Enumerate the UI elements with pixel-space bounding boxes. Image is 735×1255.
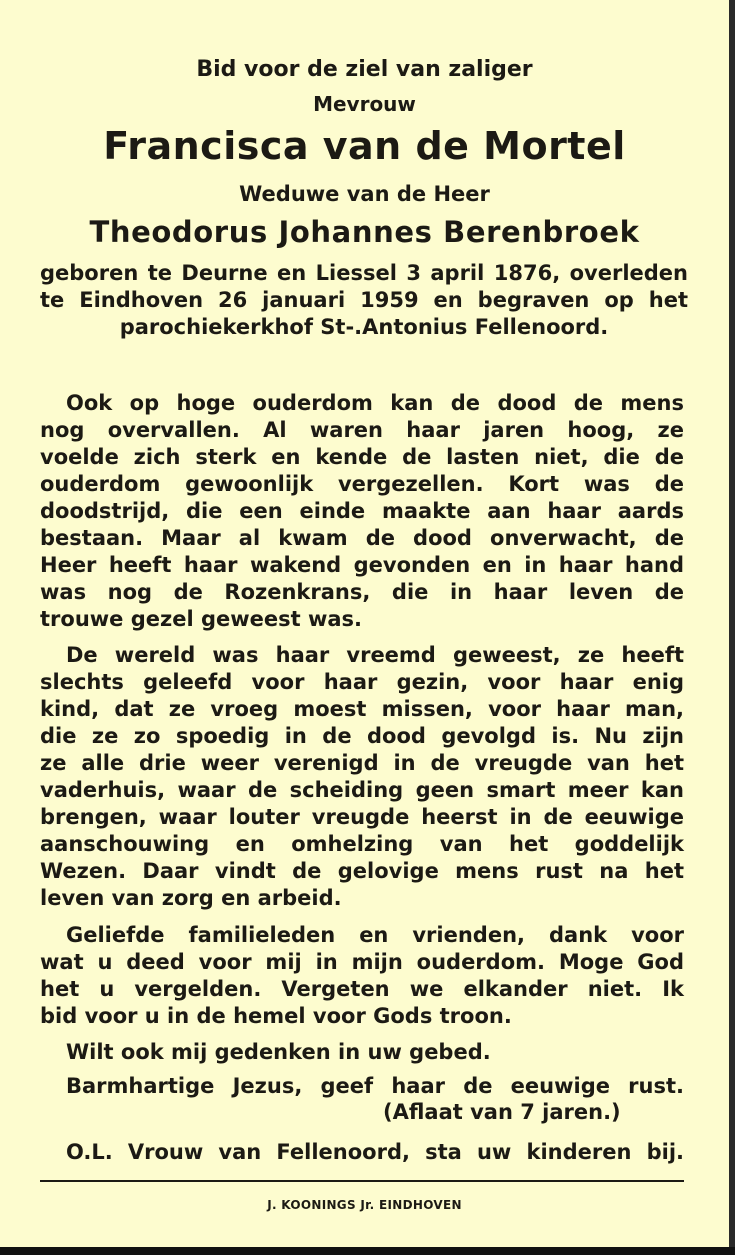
text-line: leven van zorg en arbeid. [40,886,342,910]
text-line: Heer heeft haar wakend gevonden en in haar hand [40,553,684,577]
text-line: Geliefde familieleden en vrienden, dank voor [66,923,684,947]
text-line: brengen, waar louter vreugde heerst in de eeuwige [40,805,684,829]
text-line: voelde zich sterk en kende de lasten niet, die de [40,445,684,469]
card-edge-shadow [729,0,735,1255]
husband-name: Theodorus Johannes Berenbroek [89,215,640,249]
text-line: vaderhuis, waar de scheiding geen smart meer kan [40,778,684,802]
text-line: doodstrijd, die een einde maakte aan haar aards [40,499,684,523]
text-line: Ook op hoge ouderdom kan de dood de mens [66,391,684,415]
text-line: trouwe gezel geweest was. [40,607,363,631]
prayer-request: Wilt ook mij gedenken in uw gebed. [66,1040,491,1064]
text-line: Wezen. Daar vindt de gelovige mens rust na het [40,859,684,883]
birth-line: geboren te Deurne en Liessel 3 april 1876, overleden [40,261,688,285]
text-line: ouderdom gewoonlijk vergezellen. Kort was de [40,472,684,496]
prayer-heading: Bid voor de ziel van zaliger [196,57,533,82]
text-line: bestaan. Maar al kwam de dood onverwacht, de [40,526,684,550]
text-line: ze alle drie weer verenigd in de vreugde van het [40,751,684,775]
widow-line: Weduwe van de Heer [239,182,490,206]
card-edge-shadow [0,1247,735,1255]
text-line: die ze zo spoedig in de dood gevolgd is. Nu zijn [40,724,684,748]
text-line: De wereld was haar vreemd geweest, ze heeft [66,643,684,667]
paragraph-1 [40,390,684,633]
text-line: nog overvallen. Al waren haar jaren hoog, ze [40,418,684,442]
prayer-barmhartige: Barmhartige Jezus, geef haar de eeuwige rust. [66,1074,684,1098]
text-line: het u vergelden. Vergeten we elkander niet. Ik [40,977,684,1001]
text-line: aanschouwing en omhelzing van het goddelijk [40,832,684,856]
text-line: bid voor u in de hemel voor Gods troon. [40,1004,512,1028]
divider [40,1180,684,1182]
text-line: kind, dat ze vroeg moest missen, voor haar man, [40,697,684,721]
deceased-name: Francisca van de Mortel [103,124,626,168]
birth-line: te Eindhoven 26 januari 1959 en begraven op het [40,288,688,312]
birth-line: parochiekerkhof St-.Antonius Fellenoord. [119,315,609,339]
paragraph-3 [40,922,684,1030]
text-line: wat u deed voor mij in mijn ouderdom. Moge God [40,950,684,974]
text-line: slechts geleefd voor haar gezin, voor haar enig [40,670,684,694]
text-line: was nog de Rozenkrans, die in haar leven de [40,580,684,604]
salutation: Mevrouw [313,92,416,116]
prayer-olv: O.L. Vrouw van Fellenoord, sta uw kinderen bij. [66,1140,684,1164]
printer-credit: J. KOONINGS Jr. EINDHOVEN [267,1198,462,1212]
indulgence-note: (Aflaat van 7 jaren.) [383,1100,621,1124]
paragraph-2 [40,642,684,912]
birth-death-details [40,260,688,341]
